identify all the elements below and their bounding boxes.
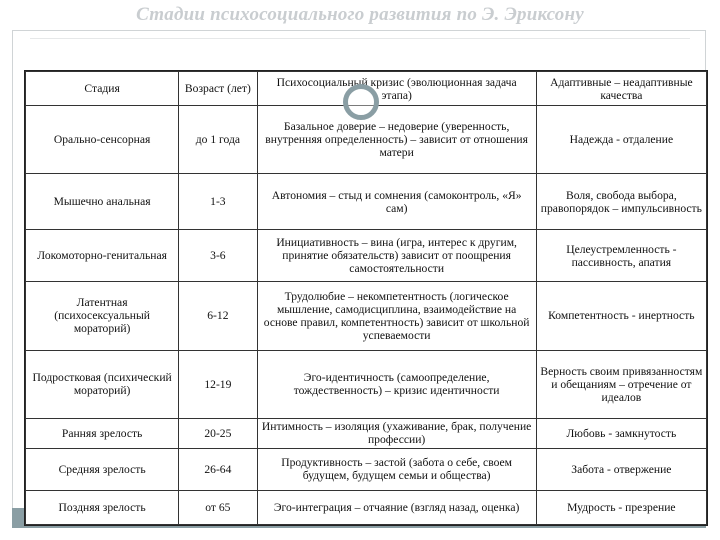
cell-age: 20-25 bbox=[179, 418, 257, 448]
cell-crisis: Инициативность – вина (игра, интерес к другим, принятие обязательств) зависит от поощрения самостоятельности bbox=[257, 230, 536, 282]
cell-crisis: Интимность – изоляция (ухаживание, брак, получение профессии) bbox=[257, 418, 536, 448]
cell-age: 6-12 bbox=[179, 282, 257, 350]
cell-age: до 1 года bbox=[179, 106, 257, 174]
header-age: Возраст (лет) bbox=[179, 72, 257, 106]
header-qualities: Адаптивные – неадаптивные качества bbox=[536, 72, 706, 106]
cell-stage: Орально-сенсорная bbox=[26, 106, 179, 174]
cell-stage: Подростковая (психический мораторий) bbox=[26, 350, 179, 418]
table-row bbox=[26, 350, 707, 418]
cell-qualities: Забота - отвержение bbox=[536, 448, 706, 490]
cell-age: от 65 bbox=[179, 490, 257, 524]
cell-stage: Поздняя зрелость bbox=[26, 490, 179, 524]
table-row bbox=[26, 490, 707, 524]
cell-age: 3-6 bbox=[179, 230, 257, 282]
cell-crisis: Трудолюбие – некомпетентность (логическое мышление, самодисциплина, взаимодействие на основе правил, компетентность) зависит от школьной успеваемости bbox=[257, 282, 536, 350]
cell-qualities: Верность своим привязанностям и обещаниям – отречение от идеалов bbox=[536, 350, 706, 418]
cell-stage: Ранняя зрелость bbox=[26, 418, 179, 448]
cell-crisis: Эго-идентичность (самоопределение, тождественность) – кризис идентичности bbox=[257, 350, 536, 418]
cell-crisis: Автономия – стыд и сомнения (самоконтроль, «Я» сам) bbox=[257, 174, 536, 230]
cell-stage: Локомоторно-генитальная bbox=[26, 230, 179, 282]
cell-crisis: Эго-интеграция – отчаяние (взгляд назад, оценка) bbox=[257, 490, 536, 524]
cell-age: 26-64 bbox=[179, 448, 257, 490]
table-row bbox=[26, 418, 707, 448]
cell-age: 12-19 bbox=[179, 350, 257, 418]
header-crisis: Психосоциальный кризис (эволюционная задача этапа) bbox=[257, 72, 536, 106]
stages-table bbox=[25, 71, 707, 525]
cell-qualities: Мудрость - презрение bbox=[536, 490, 706, 524]
header-stage: Стадия bbox=[26, 72, 179, 106]
cell-crisis: Базальное доверие – недоверие (уверенность, внутренняя определенность) – зависит от отношения матери bbox=[257, 106, 536, 174]
stages-table-panel bbox=[24, 70, 708, 526]
cell-stage: Мышечно анальная bbox=[26, 174, 179, 230]
slide-title: Стадии психосоциального развития по Э. Эриксону bbox=[136, 4, 584, 25]
cell-qualities: Надежда - отдаление bbox=[536, 106, 706, 174]
decorative-ring bbox=[343, 84, 379, 120]
title-divider bbox=[30, 38, 690, 39]
cell-age: 1-3 bbox=[179, 174, 257, 230]
cell-stage: Латентная (психосексуальный мораторий) bbox=[26, 282, 179, 350]
cell-stage: Средняя зрелость bbox=[26, 448, 179, 490]
table-row bbox=[26, 174, 707, 230]
table-row bbox=[26, 230, 707, 282]
table-row bbox=[26, 448, 707, 490]
cell-qualities: Воля, свобода выбора, правопорядок – импульсивность bbox=[536, 174, 706, 230]
cell-crisis: Продуктивность – застой (забота о себе, своем будущем, будущем семьи и общества) bbox=[257, 448, 536, 490]
table-row bbox=[26, 282, 707, 350]
cell-qualities: Любовь - замкнутость bbox=[536, 418, 706, 448]
cell-qualities: Целеустремленность - пассивность, апатия bbox=[536, 230, 706, 282]
cell-qualities: Компетентность - инертность bbox=[536, 282, 706, 350]
